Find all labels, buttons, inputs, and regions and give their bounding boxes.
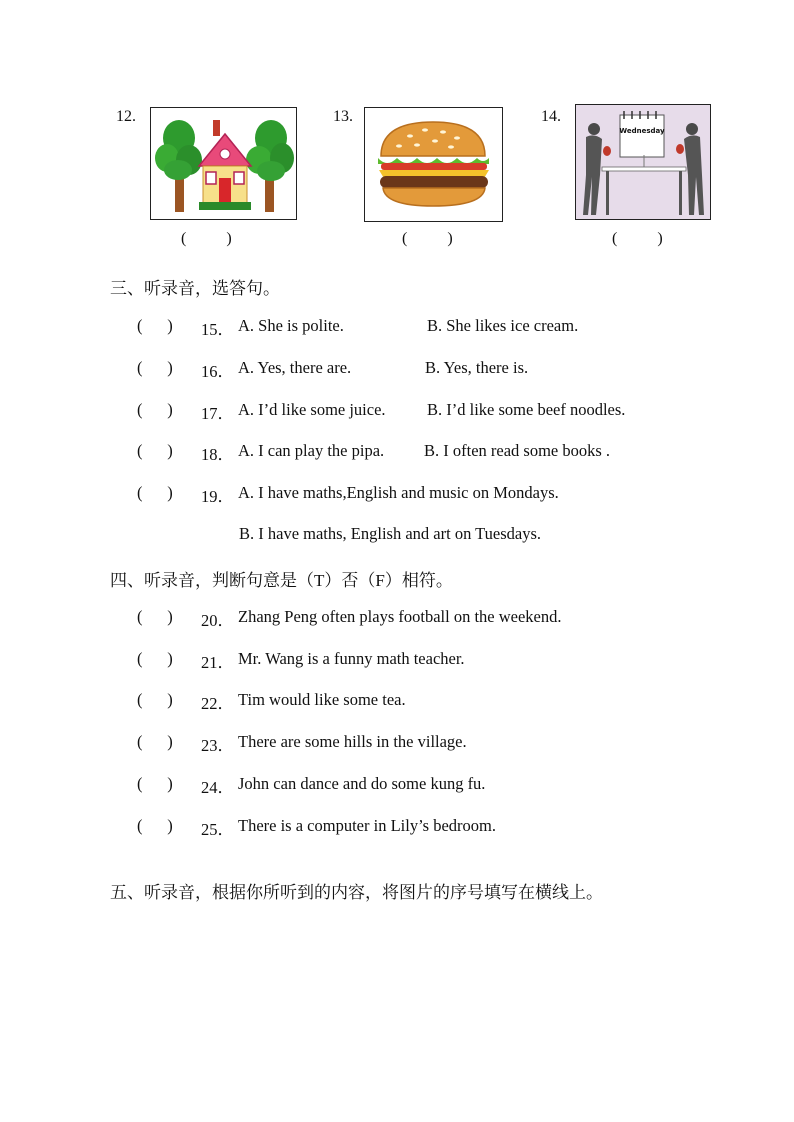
question-19 [137, 483, 697, 507]
answer-blank[interactable]: ( ) [137, 441, 173, 460]
answer-blank[interactable]: ( ) [137, 690, 173, 709]
house-with-trees-icon [151, 108, 296, 219]
answer-blank[interactable]: ( ) [137, 816, 173, 835]
question-number: 19． [201, 487, 234, 506]
option-b: B. She likes ice cream. [427, 316, 579, 335]
option-a: A. She is polite. [238, 316, 344, 335]
ping-pong-wednesday-icon [576, 105, 710, 219]
question-19-option-b: B. I have maths, English and art on Tuesdays. [239, 524, 542, 543]
picture-14-ping-pong [575, 104, 711, 220]
option-a: A. I’d like some juice. [238, 400, 386, 419]
question-25 [137, 816, 697, 840]
picture-12-house [150, 107, 297, 220]
option-b: B. Yes, there is. [425, 358, 529, 377]
question-number: 15． [201, 320, 234, 339]
statement-text: There are some hills in the village. [238, 732, 467, 751]
answer-blank[interactable]: ( ) [137, 649, 173, 668]
question-16 [137, 358, 697, 382]
question-15 [137, 316, 697, 340]
question-20 [137, 607, 697, 631]
section-3-title: 三、听录音，选答句。 [110, 279, 280, 298]
answer-blank[interactable]: ( ) [137, 358, 173, 377]
option-a: A. Yes, there are. [238, 358, 352, 377]
statement-text: Mr. Wang is a funny math teacher. [238, 649, 465, 668]
answer-blank[interactable]: ( ) [137, 483, 173, 502]
question-14-number: 14. [541, 108, 561, 125]
question-22 [137, 690, 697, 714]
answer-blank[interactable]: ( ) [137, 607, 173, 626]
question-number: 23． [201, 736, 234, 755]
calendar-sign-text: Wednesday [619, 127, 665, 135]
section-4-title: 四、听录音，判断句意是（T）否（F）相符。 [110, 571, 453, 590]
question-number: 24． [201, 778, 234, 797]
question-number: 22． [201, 694, 234, 713]
option-a: A. I can play the pipa. [238, 441, 385, 460]
question-number: 17． [201, 404, 234, 423]
answer-blank-14[interactable]: ( ) [612, 230, 663, 247]
question-18 [137, 441, 697, 465]
answer-blank[interactable]: ( ) [137, 400, 173, 419]
question-13-number: 13. [333, 108, 353, 125]
answer-blank-13[interactable]: ( ) [402, 230, 453, 247]
question-17 [137, 400, 697, 424]
answer-blank[interactable]: ( ) [137, 774, 173, 793]
question-number: 25． [201, 820, 234, 839]
section-5-title: 五、听录音，根据你所听到的内容，将图片的序号填写在横线上。 [110, 883, 603, 902]
picture-13-hamburger [364, 107, 503, 222]
question-number: 21． [201, 653, 234, 672]
answer-blank[interactable]: ( ) [137, 732, 173, 751]
statement-text: John can dance and do some kung fu. [238, 774, 486, 793]
answer-blank-12[interactable]: ( ) [181, 230, 232, 247]
statement-text: There is a computer in Lily’s bedroom. [238, 816, 496, 835]
question-number: 16． [201, 362, 234, 381]
statement-text: Tim would like some tea. [238, 690, 406, 709]
answer-blank[interactable]: ( ) [137, 316, 173, 335]
question-21 [137, 649, 697, 673]
question-23 [137, 732, 697, 756]
option-b: B. I often read some books . [424, 441, 611, 460]
option-b: B. I’d like some beef noodles. [427, 400, 626, 419]
question-number: 18． [201, 445, 234, 464]
question-24 [137, 774, 697, 798]
hamburger-icon [365, 108, 502, 221]
option-a: A. I have maths,English and music on Mondays. [238, 483, 559, 502]
question-number: 20． [201, 611, 234, 630]
question-12-number: 12. [116, 108, 136, 125]
statement-text: Zhang Peng often plays football on the weekend. [238, 607, 562, 626]
